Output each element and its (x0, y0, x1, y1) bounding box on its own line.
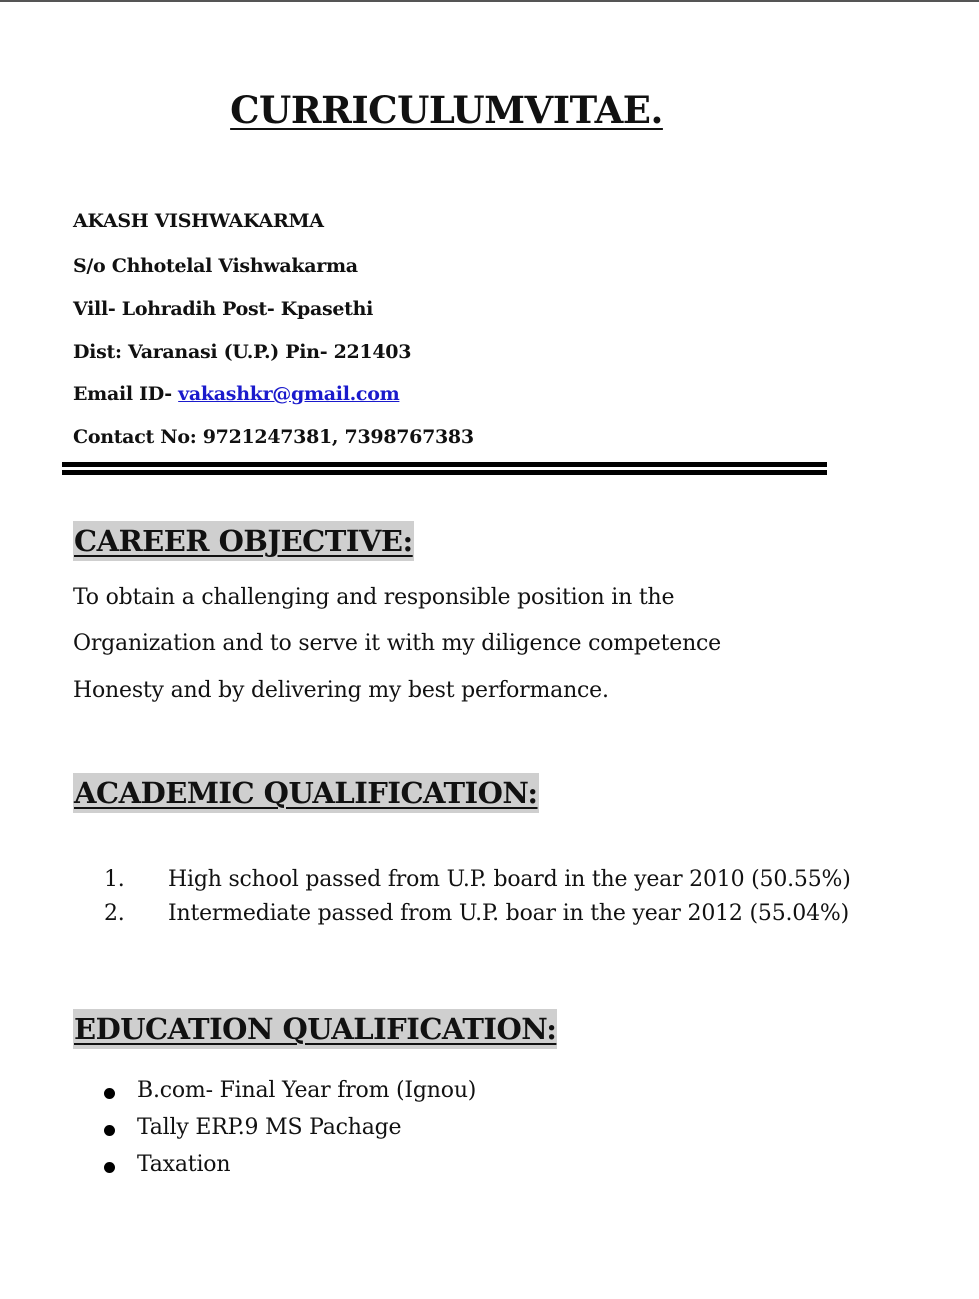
email-label: Email ID- (73, 383, 179, 405)
village-address: Vill- Lohradih Post- Kpasethi (73, 298, 374, 320)
academic-qualification-heading: ACADEMIC QUALIFICATION: (73, 773, 539, 813)
career-objective-line: To obtain a challenging and responsible position in the (73, 585, 675, 610)
list-text: Taxation (137, 1152, 231, 1177)
list-text: Intermediate passed from U.P. boar in the year 2012 (55.04%) (168, 901, 849, 926)
career-objective-heading: CAREER OBJECTIVE: (73, 521, 414, 561)
contact-number: Contact No: 9721247381, 7398767383 (73, 426, 474, 448)
district-address: Dist: Varanasi (U.P.) Pin- 221403 (73, 341, 412, 363)
education-qualification-heading: EDUCATION QUALIFICATION: (73, 1009, 557, 1049)
bullet-icon (104, 1162, 115, 1173)
email-line (73, 383, 399, 405)
list-text: High school passed from U.P. board in the year 2010 (50.55%) (168, 867, 851, 892)
applicant-name: AKASH VISHWAKARMA (73, 210, 324, 232)
bullet-icon (104, 1088, 115, 1099)
list-text: B.com- Final Year from (Ignou) (137, 1078, 477, 1103)
document-title: CURRICULUMVITAE. (230, 88, 663, 132)
bullet-icon (104, 1125, 115, 1136)
father-name: S/o Chhotelal Vishwakarma (73, 255, 358, 277)
career-objective-line: Honesty and by delivering my best performance. (73, 678, 609, 703)
list-number: 2. (104, 901, 125, 926)
divider-line-top (62, 462, 827, 467)
list-number: 1. (104, 867, 125, 892)
email-link[interactable]: vakashkr@gmail.com (178, 383, 400, 405)
divider-line-bottom (62, 470, 827, 475)
list-text: Tally ERP.9 MS Pachage (137, 1115, 402, 1140)
career-objective-line: Organization and to serve it with my diligence competence (73, 631, 721, 656)
top-border (0, 0, 979, 2)
